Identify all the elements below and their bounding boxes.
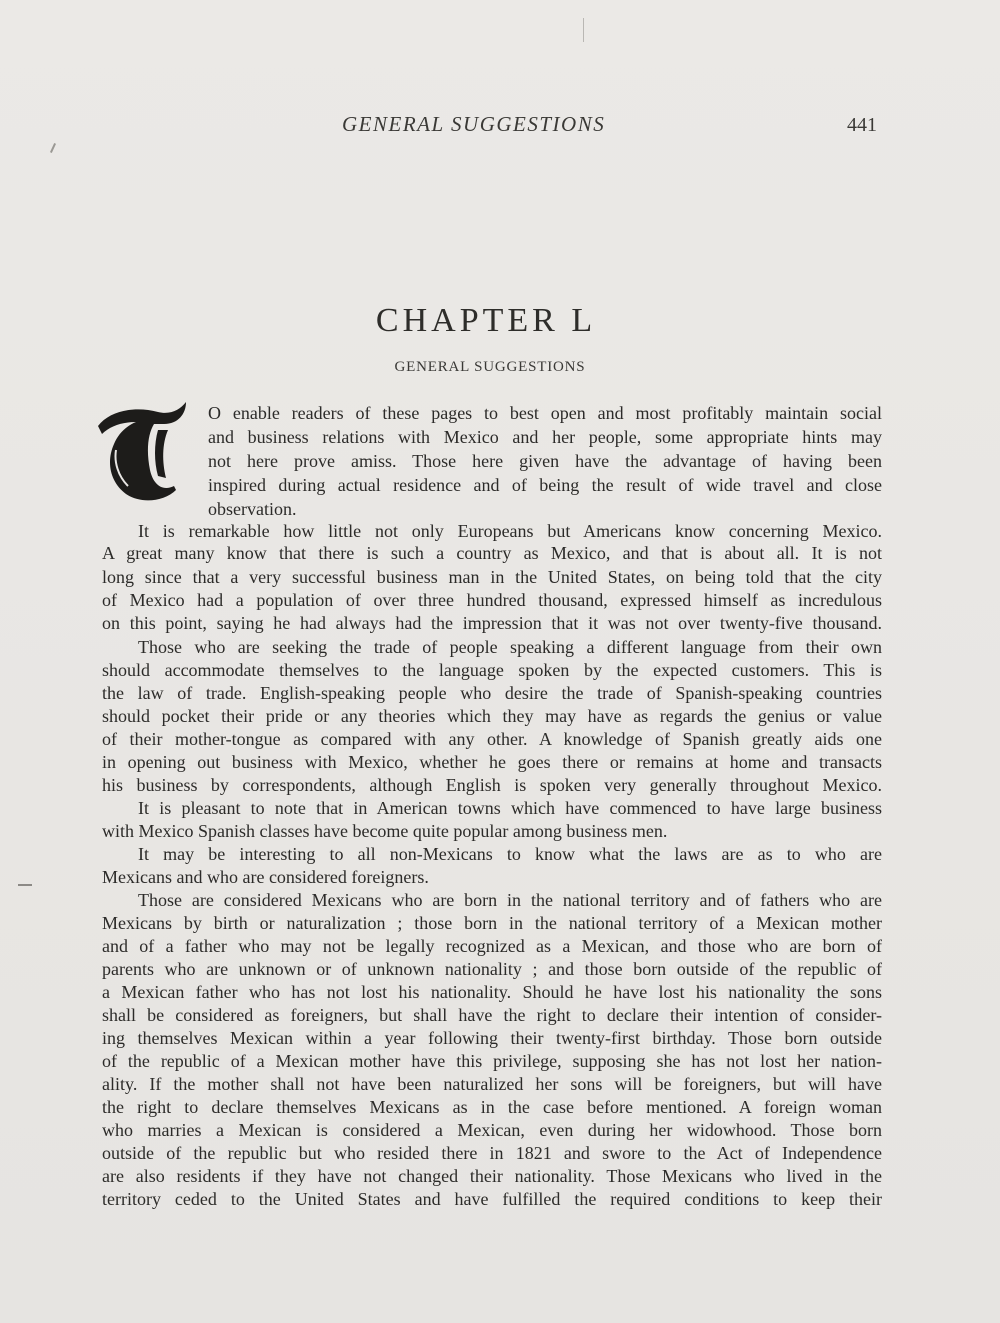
text-line: It is remarkable how little not only Europeans but Americans know concerning Mexico.: [138, 521, 882, 541]
text-line: outside of the republic but who resided there in 1821 and swore to the Act of Independence: [102, 1143, 882, 1163]
text-line: It may be interesting to all non-Mexicans to know what the laws are as to who are: [138, 844, 882, 864]
text-line: who marries a Mexican is considered a Mexican, even during her widowhood. Those born: [102, 1120, 882, 1140]
text-line: ality. If the mother shall not have been naturalized her sons will be foreigners, but will have: [102, 1074, 882, 1094]
text-line: territory ceded to the United States and have fulfilled the required conditions to keep their: [102, 1189, 882, 1209]
text-line: on this point, saying he had always had the impression that it was not over twenty-five thousand.: [102, 613, 882, 633]
text-line: of the republic of a Mexican mother have this privilege, supposing she has not lost her nation-: [102, 1051, 882, 1071]
chapter-heading: CHAPTER L: [375, 302, 597, 339]
text-line: with Mexico Spanish classes have become quite popular among business men.: [102, 821, 668, 841]
text-line: and business relations with Mexico and her people, some appropriate hints may: [208, 427, 882, 447]
text-line: parents who are unknown or of unknown nationality ; and those born outside of the republic of: [102, 959, 882, 979]
text-line: of their mother-tongue as compared with any other. A knowledge of Spanish greatly aids one: [102, 729, 882, 749]
text-line: O enable readers of these pages to best open and most profitably maintain social: [208, 403, 882, 423]
chapter-subtitle: GENERAL SUGGESTIONS: [394, 359, 586, 375]
text-line: It is pleasant to note that in American towns which have commenced to have large business: [138, 798, 882, 818]
text-line: observation.: [208, 499, 297, 519]
text-line: shall be considered as foreigners, but shall have the right to declare their intention of consider-: [102, 1005, 882, 1025]
text-line: in opening out business with Mexico, whether he goes there or remains at home and transacts: [102, 752, 882, 772]
text-line: not here prove amiss. Those here given have the advantage of having been: [208, 451, 882, 471]
text-line: a Mexican father who has not lost his nationality. Should he have lost his nationality the sons: [102, 982, 882, 1002]
text-line: Those are considered Mexicans who are born in the national territory and of fathers who are: [138, 890, 882, 910]
text-line: inspired during actual residence and of being the result of wide travel and close: [208, 475, 882, 495]
text-line: his business by correspondents, although English is spoken very generally throughout Mexico.: [102, 775, 882, 795]
text-line: ing themselves Mexican within a year following their twenty-first birthday. Those born outside: [102, 1028, 882, 1048]
scan-mark: [18, 884, 32, 886]
text-line: A great many know that there is such a country as Mexico, and that is about all. It is not: [102, 543, 882, 563]
text-line: should accommodate themselves to the language spoken by the expected customers. This is: [102, 660, 882, 680]
text-line: of Mexico had a population of over three hundred thousand, expressed himself as incredulous: [102, 590, 882, 610]
text-line: Those who are seeking the trade of people speaking a different language from their own: [138, 637, 882, 657]
text-line: Mexicans and who are considered foreigners.: [102, 867, 429, 887]
text-line: should pocket their pride or any theories which they may have as regards the genius or value: [102, 706, 882, 726]
running-title: GENERAL SUGGESTIONS: [342, 112, 606, 136]
text-line: and of a father who may not be legally recognized as a Mexican, and those who are born of: [102, 936, 882, 956]
text-line: the right to declare themselves Mexicans as in the case before mentioned. A foreign woman: [102, 1097, 882, 1117]
text-line: long since that a very successful business man in the United States, on being told that the city: [102, 567, 882, 587]
text-line: are also residents if they have not changed their nationality. Those Mexicans who lived in the: [102, 1166, 882, 1186]
text-line: Mexicans by birth or naturalization ; those born in the national territory of a Mexican mother: [102, 913, 882, 933]
page-number: 441: [847, 114, 877, 136]
text-line: the law of trade. English-speaking people who desire the trade of Spanish-speaking countries: [102, 683, 882, 703]
